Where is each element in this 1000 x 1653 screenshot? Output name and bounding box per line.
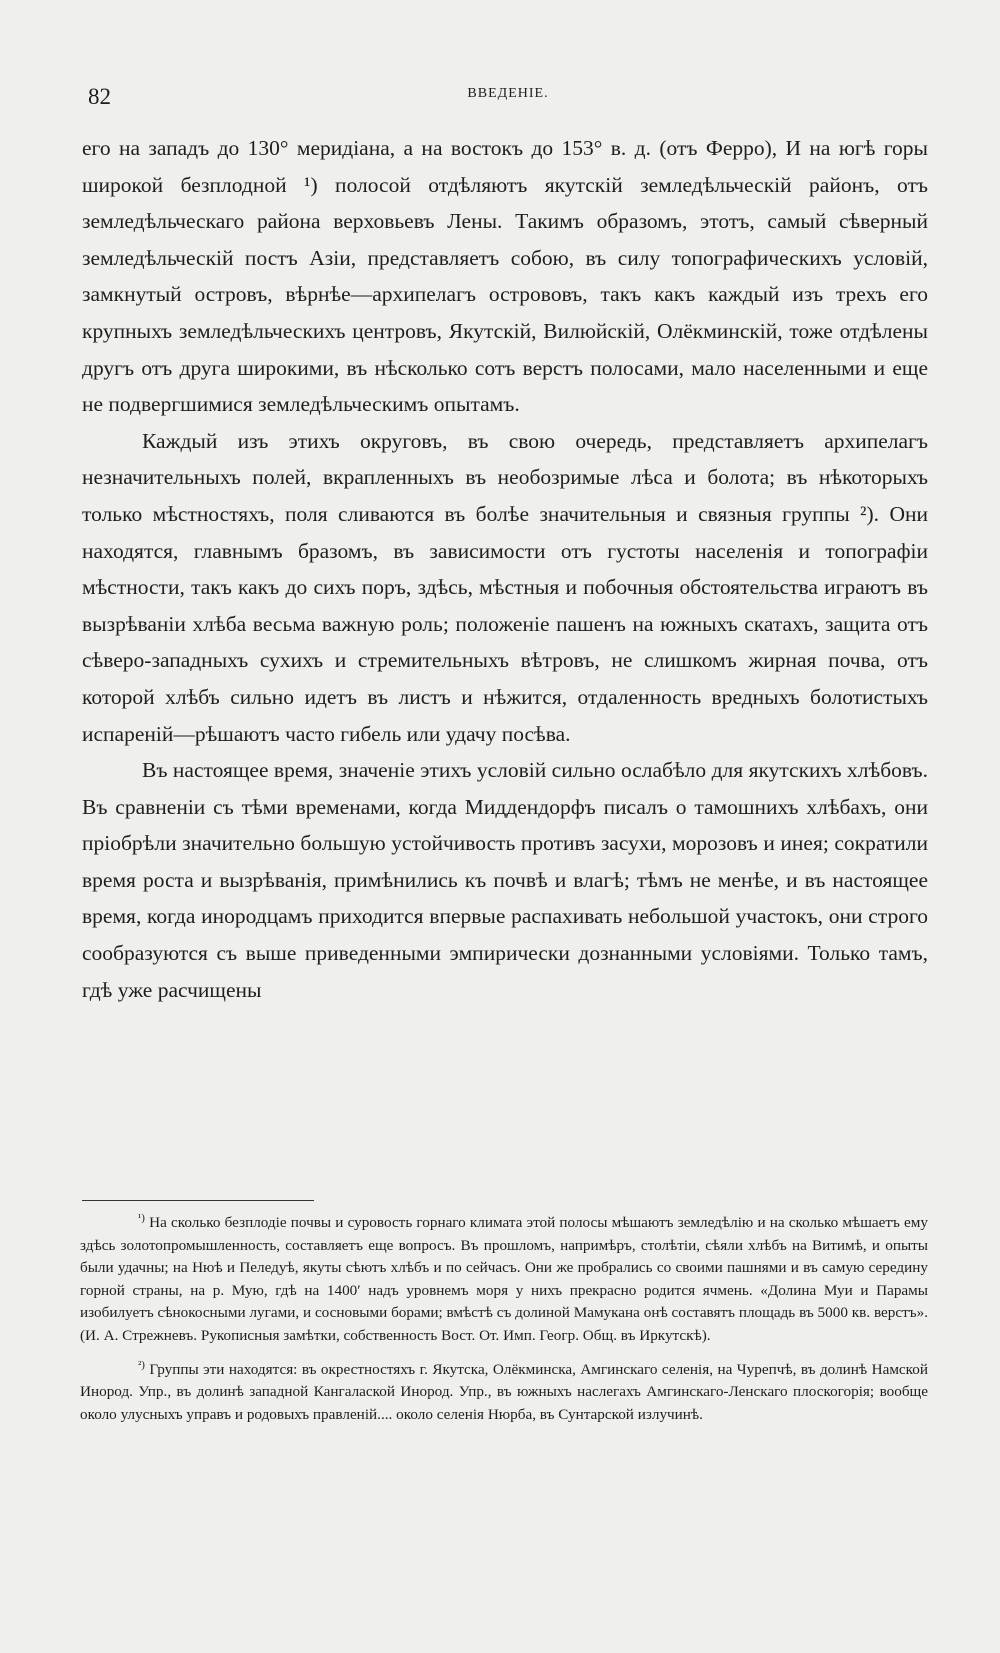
page-number: 82 (88, 84, 111, 109)
footnote-text: Группы эти находятся: въ окрестностяхъ г. Якутска, Олёкминска, Амгинскаго селенія, на Чурепчѣ, въ долинѣ Намской Инород. Упр., въ долинѣ западной Кангалаской Инород. Упр., въ южныхъ наслегахъ Амгинскаго-Ленскаго плоскогорія; вообще около улусныхъ управъ и родовыхъ правленій.... около селенія Нюрба, въ Сунтарской излучинѣ. (80, 1360, 928, 1423)
footnote-marker: ²) (138, 1358, 145, 1371)
footnote-text: На сколько безплодіе почвы и суровость горнаго климата этой полосы мѣшаютъ земледѣлію и на сколько мѣшаетъ ему здѣсь золотопромышленность, составляетъ еще вопросъ. Въ прошломъ, напримѣръ, столѣтіи, сѣяли хлѣбъ на Витимѣ, и опыты были удачны; на Нюѣ и Пеледуѣ, якуты сѣютъ хлѣбъ и по сейчасъ. Они же пробрались со своими пашнями и въ самую середину горной страны, на р. Мую, гдѣ на 1400′ надъ уровнемъ моря у нихъ прекрасно родится ячмень. «Долина Муи и Парамы изобилуетъ сѣнокосными лугами, и сосновыми борами; вмѣстѣ съ долиной Мамукана онѣ составятъ площадь въ 5000 кв. верстъ». (И. А. Стрежневъ. Рукописныя замѣтки, собственность Вост. От. Имп. Геогр. Общ. въ Иркутскѣ). (80, 1214, 929, 1344)
body-text (82, 130, 928, 1008)
footnote-1 (80, 1207, 928, 1348)
footnote-separator (82, 1200, 314, 1201)
page-header (88, 80, 928, 120)
paragraph-3: Въ настоящее время, значеніе этихъ условій сильно ослабѣло для якутскихъ хлѣбовъ. Въ сравненіи съ тѣми временами, когда Миддендорфъ писалъ о тамошнихъ хлѣбахъ, они пріобрѣли значительно большую устойчивость противъ засухи, морозовъ и инея; сократили время роста и вызрѣванія, примѣнились къ почвѣ и влагѣ; тѣмъ не менѣе, и въ настоящее время, когда инородцамъ приходится впервые распахивать небольшой участокъ, они строго сообразуются съ выше приведенными эмпирически дознанными условіями. Только тамъ, гдѣ уже расчищены (82, 758, 928, 1002)
paragraph-2: Каждый изъ этихъ округовъ, въ свою очередь, представляетъ архипелагъ незначительныхъ полей, вкрапленныхъ въ необозримые лѣса и болота; въ нѣкоторыхъ только мѣстностяхъ, поля сливаются въ болѣе значительныя и связныя группы ²). Они находятся, главнымъ бразомъ, въ зависимости отъ густоты населенія и топографіи мѣстности, такъ какъ до сихъ поръ, здѣсь, мѣстныя и побочныя обстоятельства играютъ въ вызрѣваніи хлѣба весьма важную роль; положеніе пашенъ на южныхъ скатахъ, защита отъ сѣверо-западныхъ сухихъ и стремительныхъ вѣтровъ, не слишкомъ жирная почва, отъ которой хлѣбъ сильно идетъ въ листъ и нѣжится, отдаленность вредныхъ болотистыхъ испареній—рѣшаютъ часто гибель или удачу посѣва. (82, 428, 928, 746)
paragraph-1: его на западъ до 130° меридіана, а на востокъ до 153° в. д. (отъ Ферро), И на югѣ горы широкой безплодной ¹) полосой отдѣляютъ якутскій земледѣльческій районъ, отъ земледѣльческаго района верховьевъ Лены. Такимъ образомъ, этотъ, самый сѣверный земледѣльческій постъ Азіи, представляетъ собою, въ силу топографическихъ условій, замкнутый островъ, вѣрнѣе—архипелагъ острововъ, такъ какъ каждый изъ трехъ его крупныхъ земледѣльческихъ центровъ, Якутскій, Вилюйскій, Олёкминскій, тоже отдѣлены другъ отъ друга широкими, въ нѣсколько сотъ верстъ полосами, мало населенными и еще не подвергшимися земледѣльческимъ опытамъ. (82, 136, 928, 417)
running-title: ВВЕДЕНІЕ. (467, 86, 549, 101)
footnotes (80, 1207, 928, 1432)
footnote-marker: ¹) (138, 1212, 145, 1224)
footnote-2 (80, 1354, 928, 1427)
